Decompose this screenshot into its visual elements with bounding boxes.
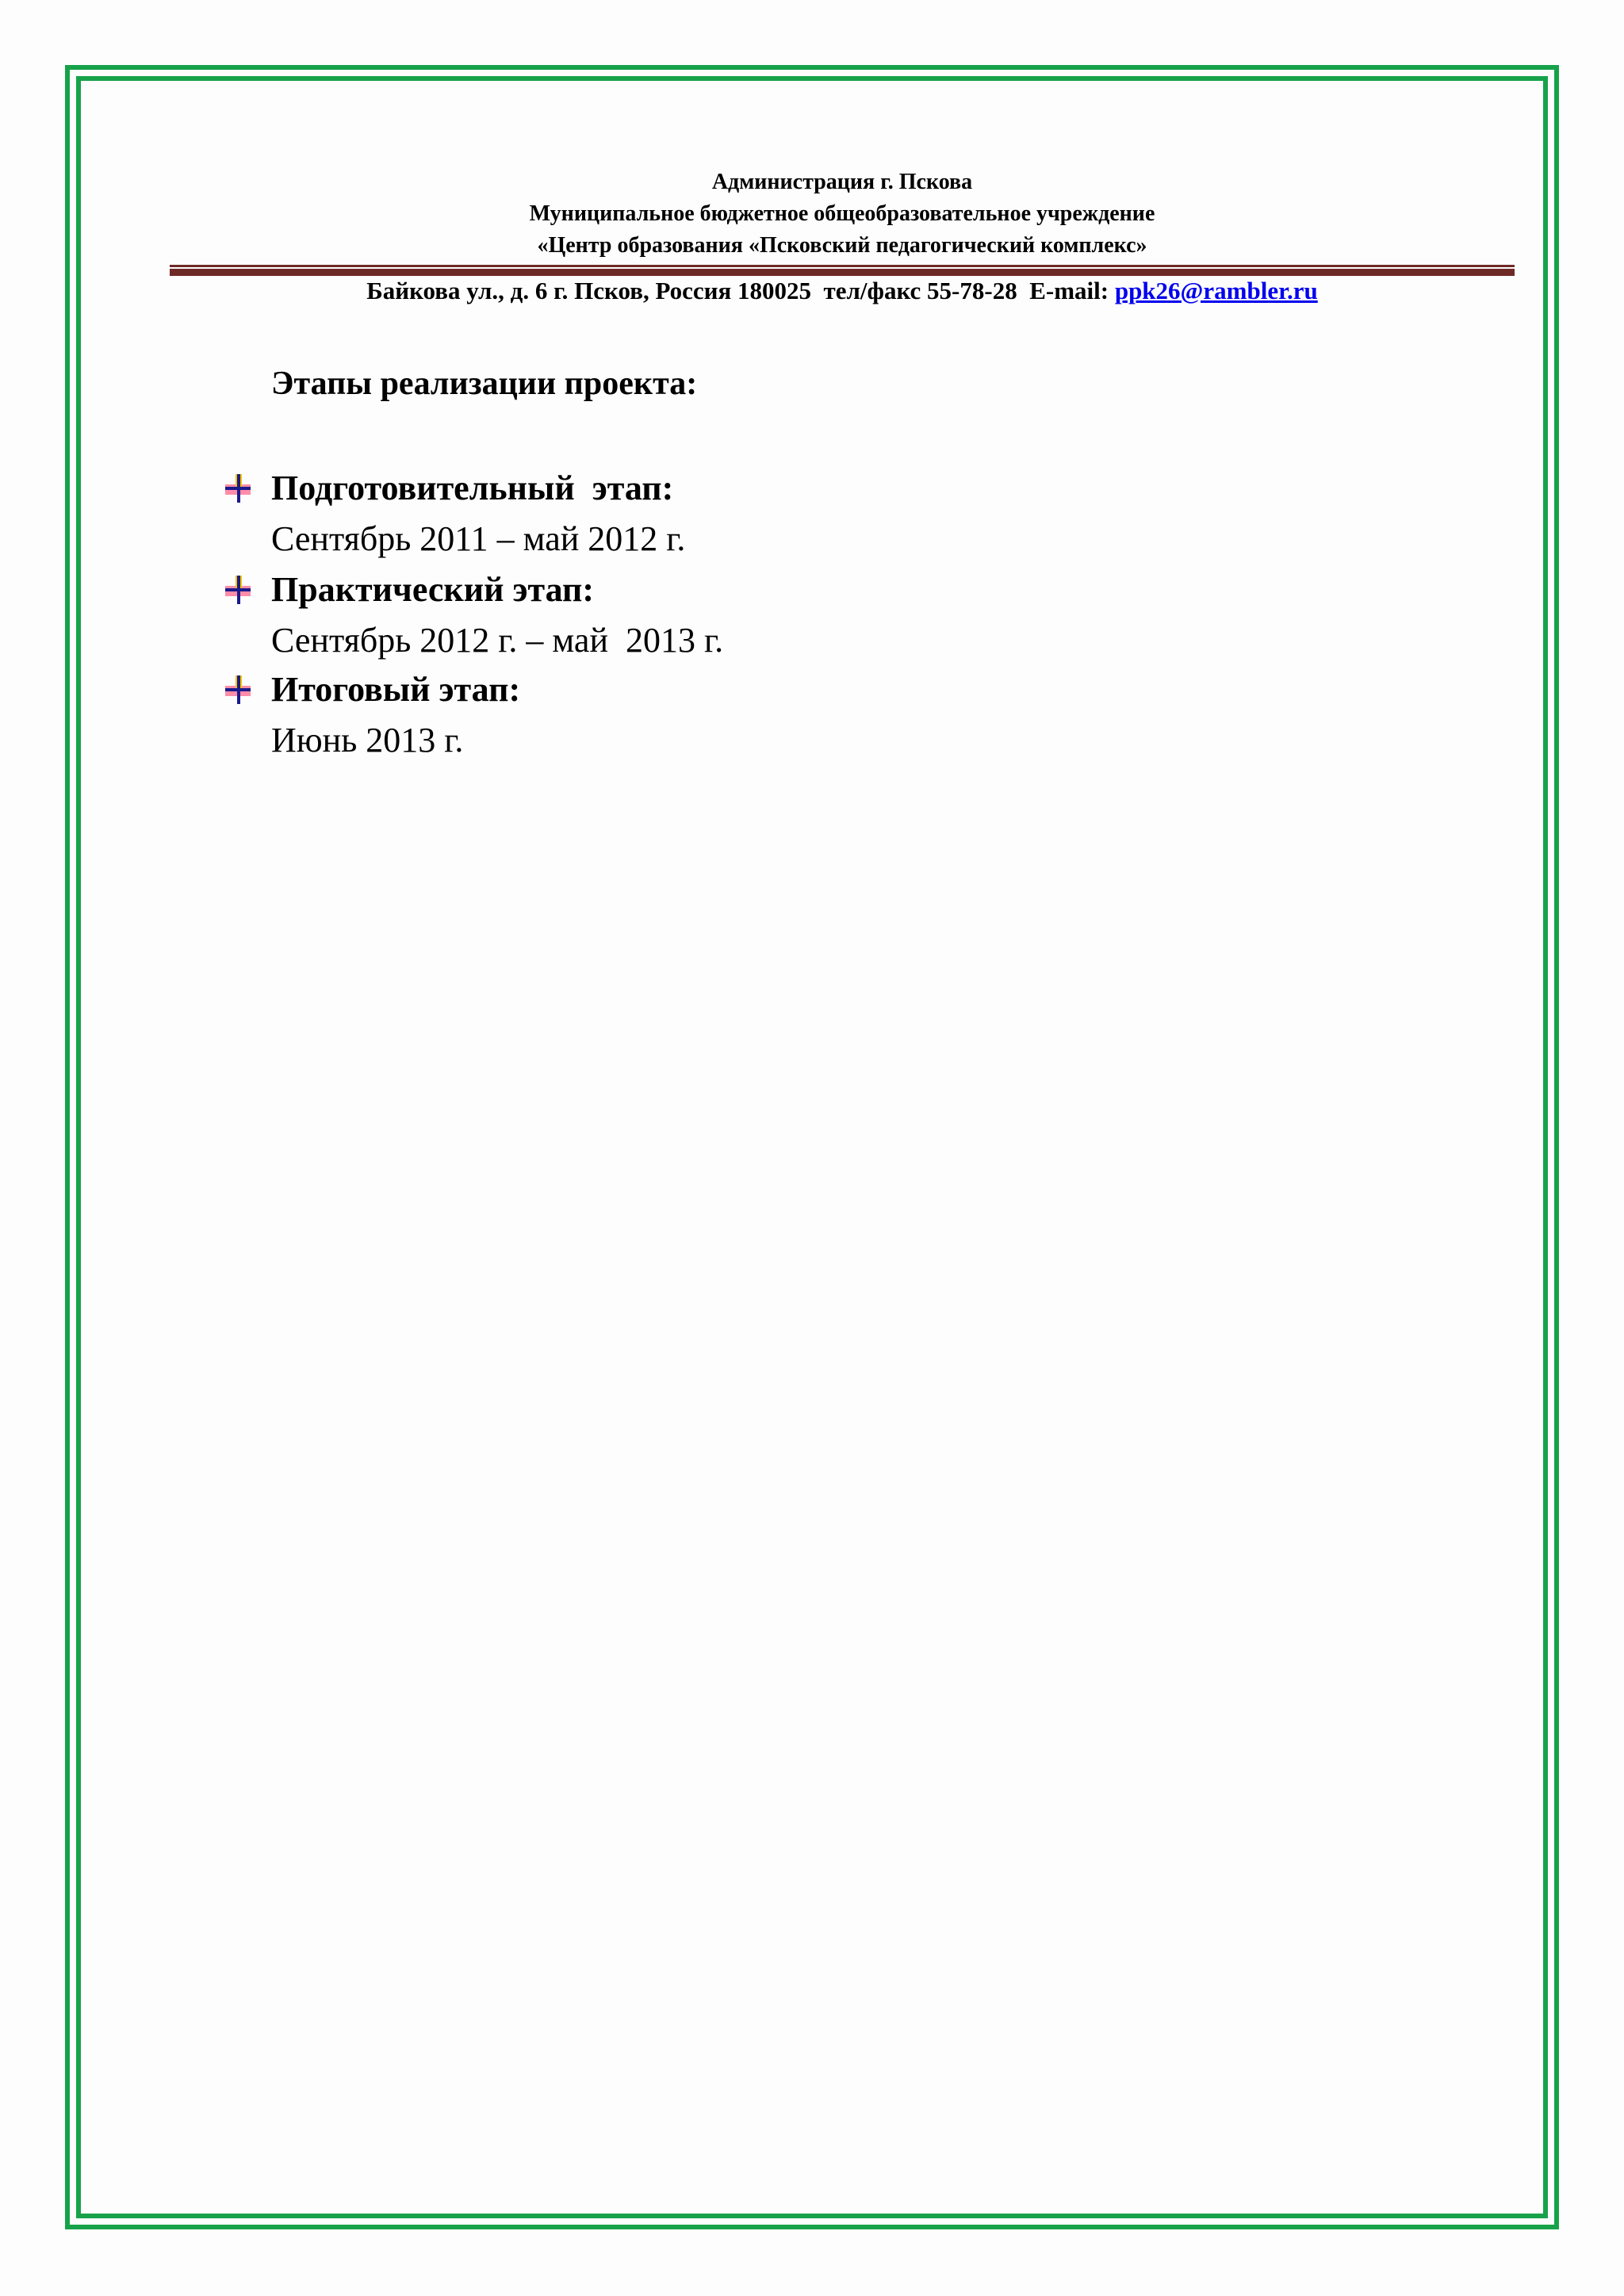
divider-thin-line bbox=[170, 265, 1515, 267]
contact-address bbox=[170, 274, 1515, 308]
bullet-icon bbox=[222, 473, 254, 504]
bullet-icon bbox=[222, 574, 254, 606]
letterhead-institution-name: «Центр образования «Псковский педагогический комплекс» bbox=[537, 233, 1147, 258]
stage-dates: Сентябрь 2011 – май 2012 г. bbox=[271, 519, 686, 558]
stage-dates: Июнь 2013 г. bbox=[271, 721, 464, 760]
stage-name: Практический этап: bbox=[271, 570, 595, 609]
section-title: Этапы реализации проекта: bbox=[271, 365, 698, 402]
bullet-icon bbox=[222, 674, 254, 706]
letterhead bbox=[170, 166, 1515, 262]
address-text: Байкова ул., д. 6 г. Псков, Россия 180025 тел/факс 55-78-28 E-mail: bbox=[366, 277, 1115, 304]
stage-dates: Сентябрь 2012 г. – май 2013 г. bbox=[271, 621, 724, 660]
letterhead-administration: Администрация г. Пскова bbox=[711, 170, 973, 194]
email-link[interactable]: ppk26@rambler.ru bbox=[1114, 277, 1318, 304]
stage-name: Подготовительный этап: bbox=[271, 469, 674, 507]
letterhead-institution-type: Муниципальное бюджетное общеобразовательное учреждение bbox=[529, 201, 1155, 226]
stage-name: Итоговый этап: bbox=[271, 670, 521, 709]
